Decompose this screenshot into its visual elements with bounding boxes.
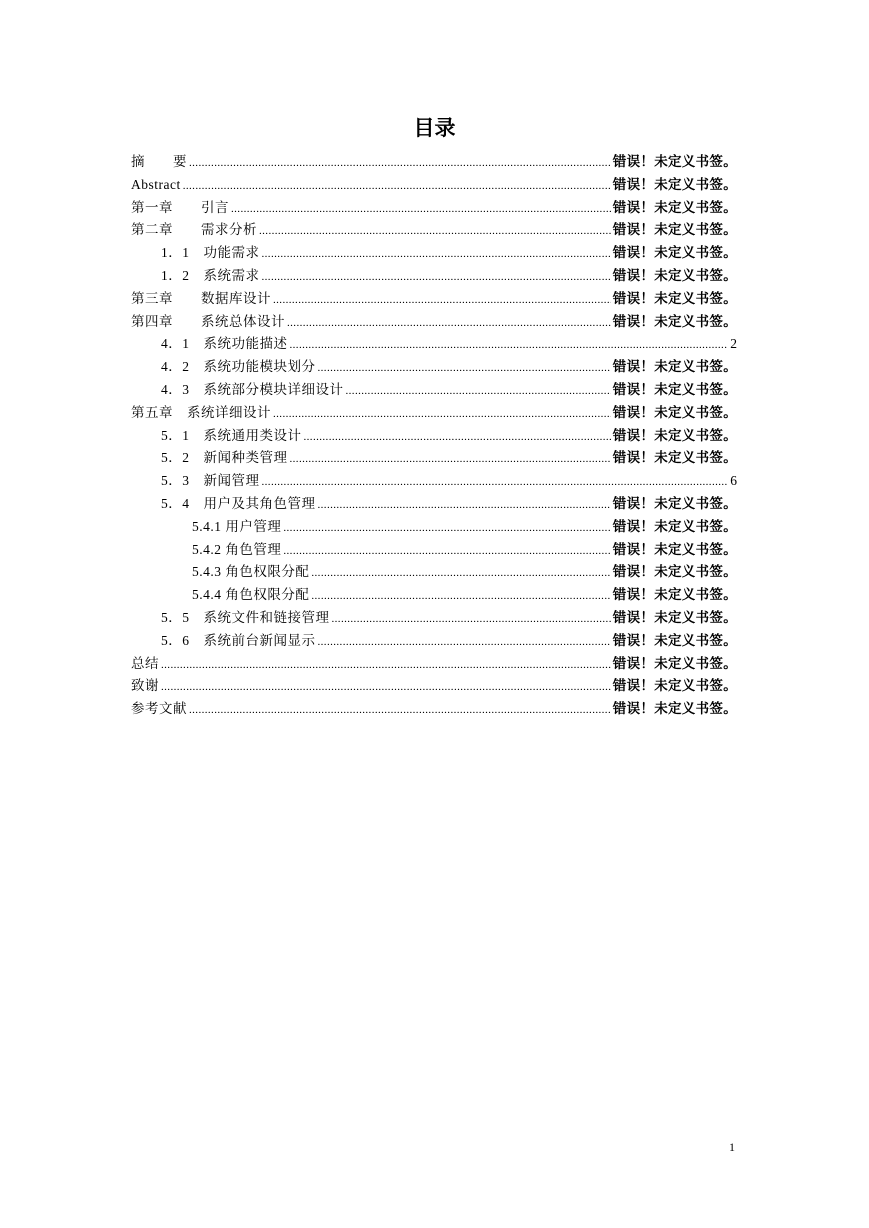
toc-entry-title: Abstract xyxy=(131,176,181,192)
toc-entry-title: 5.4.1 用户管理 xyxy=(192,518,282,534)
toc-dot-leader xyxy=(262,471,729,494)
toc-entry-title: 第一章 引言 xyxy=(131,199,229,215)
toc-entry-page: 6 xyxy=(730,473,737,489)
toc-entry-page: 错误！未定义书签。 xyxy=(612,701,737,718)
toc-dot-leader xyxy=(290,334,729,357)
toc-dot-leader xyxy=(287,312,611,335)
toc-entry-page: 错误！未定义书签。 xyxy=(612,564,737,581)
toc-entry-page: 错误！未定义书签。 xyxy=(612,541,737,558)
toc-entry-title: 第五章 系统详细设计 xyxy=(131,404,271,420)
toc-entry-title: 4．2 系统功能模块划分 xyxy=(161,359,316,375)
toc-entry-page: 错误！未定义书签。 xyxy=(612,518,737,535)
toc-dot-leader xyxy=(332,608,611,631)
toc-entry-page: 错误！未定义书签。 xyxy=(612,678,737,695)
toc-entry-page: 2 xyxy=(730,336,737,352)
toc-dot-leader xyxy=(318,357,611,380)
toc-entry-page: 错误！未定义书签。 xyxy=(612,267,737,284)
toc-dot-leader xyxy=(161,676,611,699)
toc-dot-leader xyxy=(161,654,611,677)
toc-entry-title: 第二章 需求分析 xyxy=(131,222,257,238)
toc-entry-page: 错误！未定义书签。 xyxy=(612,427,737,444)
toc-entry-section-5-4-4[interactable] xyxy=(131,584,737,607)
toc-entry-page: 错误！未定义书签。 xyxy=(612,222,737,239)
toc-dot-leader xyxy=(283,540,610,563)
toc-dot-leader xyxy=(318,494,611,517)
toc-entry-page: 错误！未定义书签。 xyxy=(612,609,737,626)
toc-entry-title: 总结 xyxy=(131,655,159,671)
toc-entry-section-4-1[interactable] xyxy=(131,333,737,356)
toc-dot-leader xyxy=(259,220,611,243)
toc-entry-section-5-5[interactable] xyxy=(131,607,737,630)
toc-entry-section-5-4-1[interactable] xyxy=(131,516,737,539)
toc-entry-title: 5．4 用户及其角色管理 xyxy=(161,495,316,511)
toc-entry-page: 错误！未定义书签。 xyxy=(612,313,737,330)
toc-entry-page: 错误！未定义书签。 xyxy=(612,381,737,398)
toc-dot-leader xyxy=(290,448,611,471)
toc-entry-page: 错误！未定义书签。 xyxy=(612,404,737,421)
toc-entry-chapter-4[interactable] xyxy=(131,311,737,334)
toc-dot-leader xyxy=(283,517,610,540)
toc-entry-title: 5．2 新闻种类管理 xyxy=(161,450,288,466)
toc-entry-title: 摘 要 xyxy=(131,154,187,169)
toc-entry-title: 致谢 xyxy=(131,678,159,694)
toc-dot-leader xyxy=(304,426,611,449)
toc-entry-page: 错误！未定义书签。 xyxy=(612,359,737,376)
toc-dot-leader xyxy=(189,699,611,722)
toc-entry-title: 5.4.4 角色权限分配 xyxy=(192,587,310,603)
toc-entry-references[interactable] xyxy=(131,698,737,721)
toc-entry-page: 错误！未定义书签。 xyxy=(612,587,737,604)
toc-entry-title: 1．2 系统需求 xyxy=(161,267,260,283)
toc-dot-leader xyxy=(311,562,610,585)
toc-entry-page: 错误！未定义书签。 xyxy=(612,655,737,672)
toc-dot-leader xyxy=(262,243,611,266)
toc-entry-page: 错误！未定义书签。 xyxy=(612,245,737,262)
toc-entry-title: 5.4.2 角色管理 xyxy=(192,541,282,557)
toc-entry-page: 错误！未定义书签。 xyxy=(612,176,737,193)
toc-dot-leader xyxy=(231,198,611,221)
toc-entry-section-5-2[interactable] xyxy=(131,447,737,470)
toc-entry-title: 第三章 数据库设计 xyxy=(131,290,271,306)
toc-entry-page: 错误！未定义书签。 xyxy=(612,290,737,307)
toc-entry-title: 第四章 系统总体设计 xyxy=(131,313,285,329)
toc-entry-abstract-en[interactable] xyxy=(131,174,737,197)
toc-entry-title: 5．1 系统通用类设计 xyxy=(161,427,302,443)
toc-entry-section-5-4-3[interactable] xyxy=(131,561,737,584)
toc-dot-leader xyxy=(346,380,611,403)
toc-entry-page: 错误！未定义书签。 xyxy=(612,199,737,216)
toc-entry-section-5-4-2[interactable] xyxy=(131,539,737,562)
toc-entry-abstract-cn[interactable] xyxy=(131,151,737,174)
table-of-contents xyxy=(131,151,737,721)
toc-dot-leader xyxy=(273,289,611,312)
toc-entry-title: 5．6 系统前台新闻显示 xyxy=(161,632,316,648)
toc-dot-leader xyxy=(262,266,611,289)
toc-dot-leader xyxy=(189,152,611,175)
toc-entry-chapter-2[interactable] xyxy=(131,219,737,242)
toc-dot-leader xyxy=(311,585,610,608)
toc-entry-section-4-2[interactable] xyxy=(131,356,737,379)
toc-entry-title: 5．3 新闻管理 xyxy=(161,473,260,489)
toc-entry-section-4-3[interactable] xyxy=(131,379,737,402)
toc-entry-page: 错误！未定义书签。 xyxy=(612,495,737,512)
page-title: 目录 xyxy=(413,116,456,140)
toc-entry-section-1-1[interactable] xyxy=(131,242,737,265)
page-number: 1 xyxy=(729,1140,735,1154)
toc-entry-chapter-3[interactable] xyxy=(131,288,737,311)
toc-entry-title: 参考文献 xyxy=(131,701,187,717)
toc-entry-title: 5．5 系统文件和链接管理 xyxy=(161,609,330,625)
toc-entry-title: 4．3 系统部分模块详细设计 xyxy=(161,381,344,397)
toc-entry-chapter-5[interactable] xyxy=(131,402,737,425)
toc-entry-title: 1．1 功能需求 xyxy=(161,245,260,261)
toc-entry-section-5-6[interactable] xyxy=(131,630,737,653)
toc-entry-title: 5.4.3 角色权限分配 xyxy=(192,564,310,580)
toc-entry-conclusion[interactable] xyxy=(131,653,737,676)
toc-entry-page: 错误！未定义书签。 xyxy=(612,450,737,467)
toc-entry-page: 错误！未定义书签。 xyxy=(612,632,737,649)
toc-entry-section-1-2[interactable] xyxy=(131,265,737,288)
toc-dot-leader xyxy=(318,631,611,654)
toc-entry-page: 错误！未定义书签。 xyxy=(612,154,737,170)
toc-entry-section-5-1[interactable] xyxy=(131,425,737,448)
toc-entry-section-5-3[interactable] xyxy=(131,470,737,493)
toc-entry-acknowledgements[interactable] xyxy=(131,675,737,698)
toc-dot-leader xyxy=(183,175,611,198)
toc-entry-section-5-4[interactable] xyxy=(131,493,737,516)
toc-entry-chapter-1[interactable] xyxy=(131,197,737,220)
toc-dot-leader xyxy=(273,403,611,426)
toc-entry-title: 4．1 系统功能描述 xyxy=(161,336,288,352)
